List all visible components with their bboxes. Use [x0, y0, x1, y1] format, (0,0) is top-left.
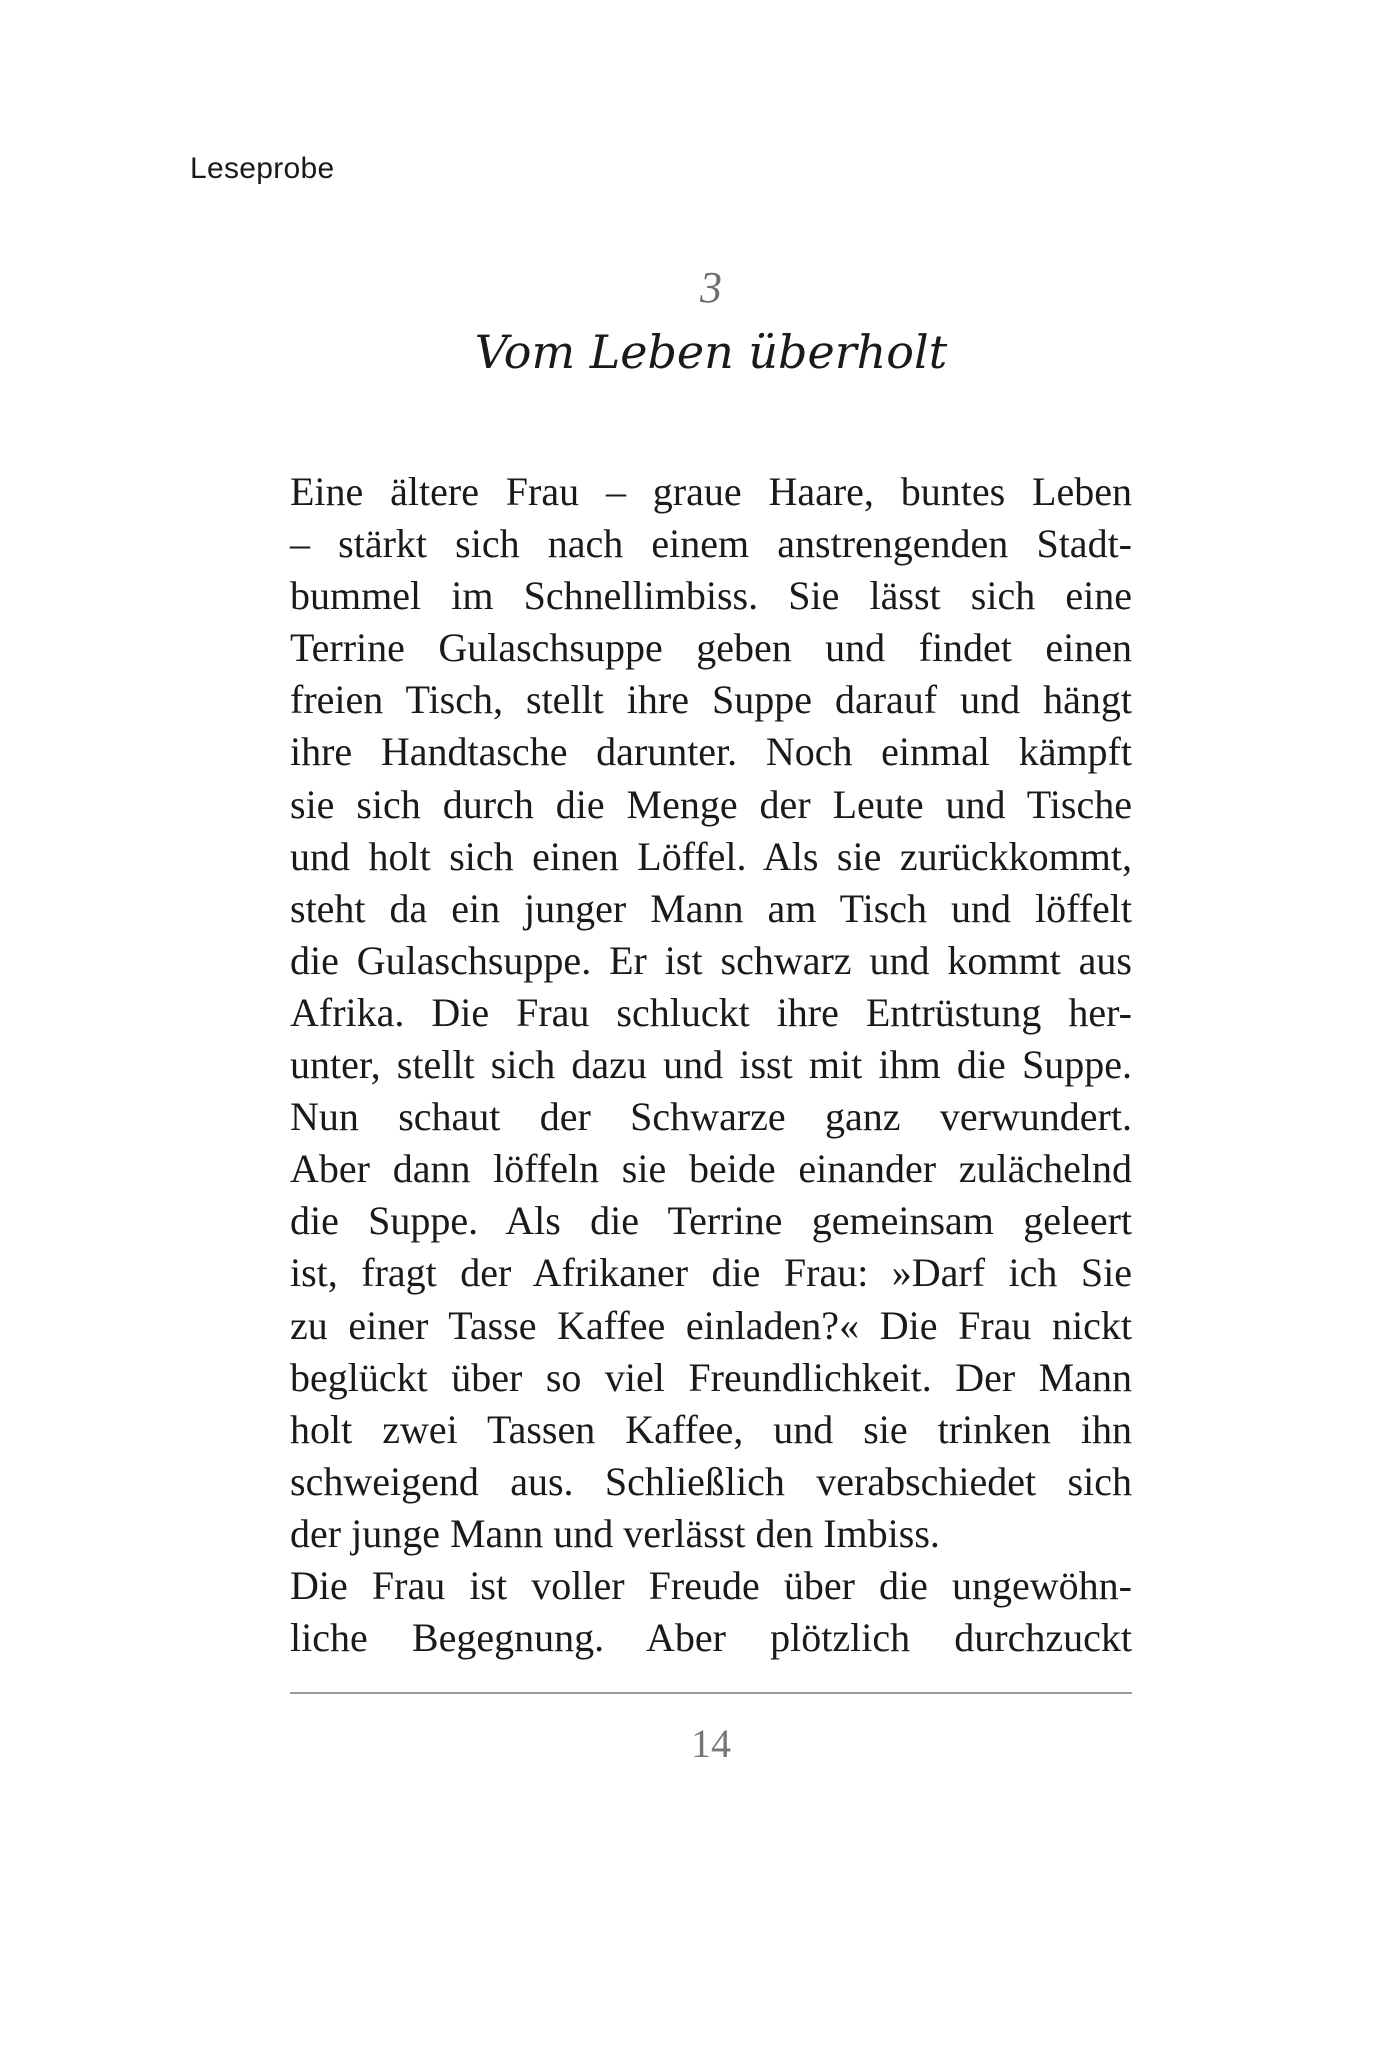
page-number: 14 [691, 1721, 731, 1766]
text-line: unter, stellt sich dazu und isst mit ihm die Suppe. [290, 1042, 1132, 1088]
text-line: die Gulaschsuppe. Er ist schwarz und kommt aus [290, 937, 1132, 983]
text-line: Afrika. Die Frau schluckt ihre Entrüstung her- [290, 989, 1132, 1035]
text-line: ist, fragt der Afrikaner die Frau: »Darf ich Sie [290, 1250, 1132, 1296]
text-line: freien Tisch, stellt ihre Suppe darauf und hängt [290, 677, 1132, 723]
text-line: ihre Handtasche darunter. Noch einmal kämpft [290, 729, 1132, 775]
text-line: der junge Mann und verlässt den Imbiss. [290, 1510, 940, 1556]
text-line: Eine ältere Frau – graue Haare, buntes Leben [290, 469, 1132, 514]
page-label: Leseprobe [190, 152, 335, 185]
chapter-title: Vom Leben überholt [474, 325, 948, 379]
footer-divider [290, 1692, 1132, 1694]
text-line: sie sich durch die Menge der Leute und Tische [290, 781, 1132, 827]
text-line: die Suppe. Als die Terrine gemeinsam geleert [290, 1198, 1132, 1244]
text-line: Nun schaut der Schwarze ganz verwundert. [290, 1094, 1132, 1140]
text-line: und holt sich einen Löffel. Als sie zurückkommt, [290, 833, 1132, 879]
text-line: holt zwei Tassen Kaffee, und sie trinken ihn [290, 1406, 1132, 1452]
chapter-body [290, 466, 1132, 1664]
text-line: bummel im Schnellimbiss. Sie lässt sich eine [290, 573, 1132, 619]
text-line: – stärkt sich nach einem anstrengenden Stadt- [290, 521, 1132, 567]
text-line: steht da ein junger Mann am Tisch und löffelt [290, 885, 1132, 931]
text-line: Die Frau ist voller Freude über die ungewöhn- [290, 1562, 1132, 1608]
text-line: schweigend aus. Schließlich verabschiedet sich [290, 1458, 1132, 1504]
text-line: zu einer Tasse Kaffee einladen?« Die Frau nickt [290, 1302, 1132, 1348]
text-line: Aber dann löffeln sie beide einander zulächelnd [290, 1146, 1132, 1192]
text-line: liche Begegnung. Aber plötzlich durchzuckt [290, 1615, 1132, 1661]
text-line: Terrine Gulaschsuppe geben und findet einen [290, 625, 1132, 671]
text-line: beglückt über so viel Freundlichkeit. Der Mann [290, 1354, 1132, 1400]
chapter-number: 3 [700, 263, 722, 312]
